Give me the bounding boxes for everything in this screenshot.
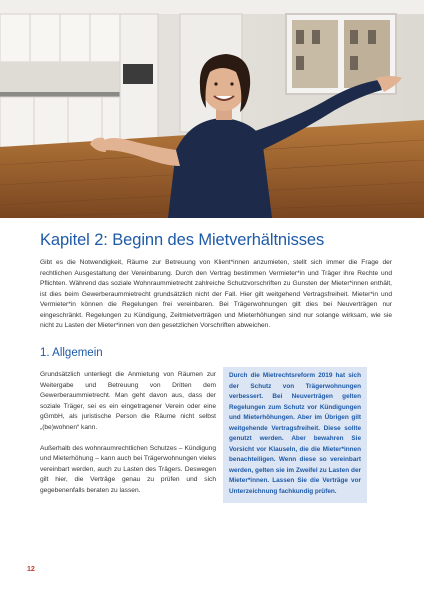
info-callout-box xyxy=(223,367,367,503)
left-paragraph-2: Außerhalb des wohnraumrechtlichen Schutzes – Kündigung und Mieterhöhung – kann auch bei Trägerwohnungen vieles vereinbart werden, auch zu Lasten des Trägers. Deswegen gilt hier, die Verträge genau zu prüfen und sich gegebenenfalls beraten zu lassen. xyxy=(40,444,216,494)
hero-photo xyxy=(0,0,424,218)
callout-text: Durch die Mietrechtsreform 2019 hat sich der Schutz von Trägerwohnungen verbessert. Bei Neuverträgen gelten Regelungen zum Schutz vor Kündigungen und Mieterhöhungen. Aber im Übrigen gilt weitgehende Vertragsfreiheit. Diese sollte genutzt werden. Aber bewahren Sie Vorsicht vor Klauseln, die die Mieter*innen benachteiligen. Wenn diese so vereinbart werden, gelten sie im Zweifel zu Lasten der Mieter*innen. Lassen Sie die Verträge vor Unterzeichnung fachkundig prüfen. xyxy=(229,372,361,495)
left-paragraph-1: Grundsätzlich unterliegt die Anmietung von Räumen zur Weitergabe und Betreuung von Dritten dem Gewerberaummietrecht. Man geht davon aus, dass der soziale Träger, sei es ein eingetragener Verein oder eine gGmbH, als juristische Person die Räume nicht selbst „(be)wohnen“ kann. xyxy=(40,371,216,431)
chapter-title: Kapitel 2: Beginn des Mietverhältnisses xyxy=(40,231,325,249)
intro-paragraph: Gibt es die Notwendigkeit, Räume zur Betreuung von Klient*innen anzumieten, stellt sich immer die Frage der rechtlichen Ausgestaltung der Vereinbarung. Durch den Vertrag bestimmen Vermieter*in und Träger ihre Rechte und Pflichten. Während das soziale Wohnraummietrecht zahlreiche Schutzvorschriften zu Gunsten der Mieter*innen enthält, ist dies beim Gewerberaummietrecht grundsätzlich nicht der Fall. Hier gilt weitgehend Vertragsfreiheit. Mieter*in und Vermieter*in können die Regelungen frei vereinbaren. Bei Trägerwohnungen gilt dies bei Neuverträgen nur eingeschränkt. Regelungen zu Kündigung, Zeitmietverträgen und Mieterhöhungen sind nur solange wirksam, wie sie nicht zu Lasten der Mieter*innen von den gesetzlichen Vorschriften abweichen. xyxy=(40,259,392,329)
photo-woman-empty-apartment-icon xyxy=(0,0,424,218)
page-number: 12 xyxy=(27,566,35,573)
left-column xyxy=(40,370,216,507)
section-title: 1. Allgemein xyxy=(40,347,103,359)
